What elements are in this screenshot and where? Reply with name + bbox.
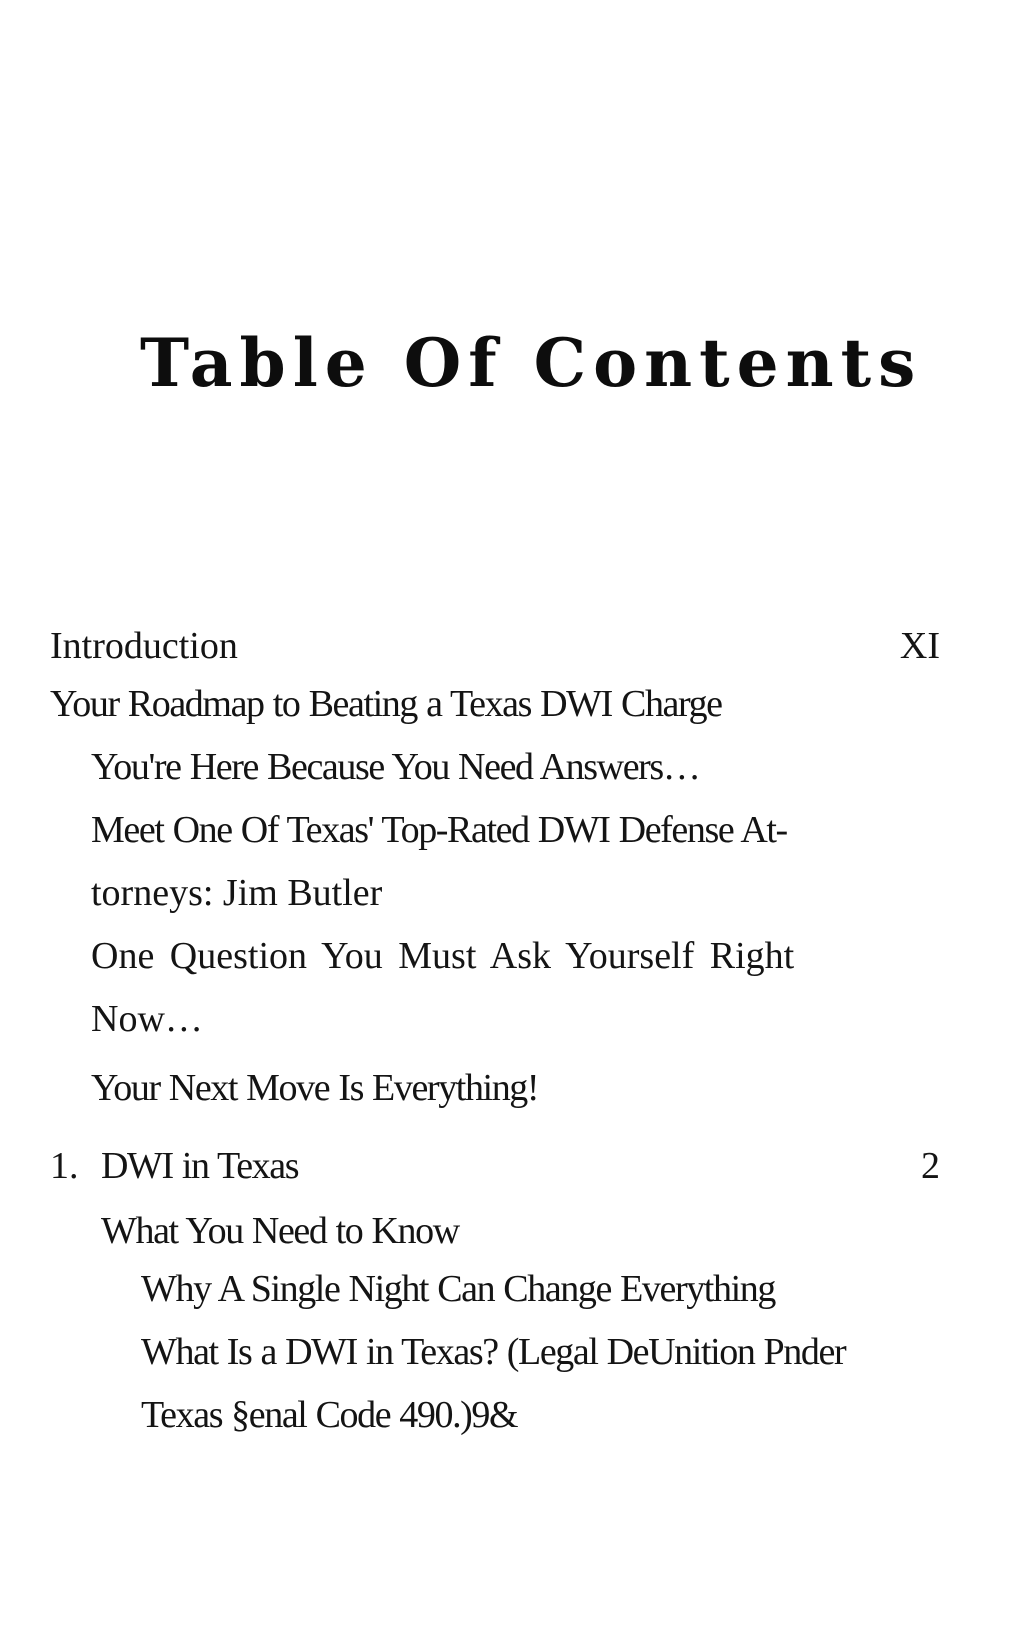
toc-sub-entry[interactable]: Meet One Of Texas' Top-Rated DWI Defense At- [91,809,787,851]
toc-subtitle-introduction: Your Roadmap to Beating a Texas DWI Charge [50,683,722,725]
toc-entry-introduction[interactable]: Introduction [50,625,238,667]
toc-sub-entry[interactable]: What Is a DWI in Texas? (Legal DeUnition Pnder [141,1331,846,1373]
toc-entry-chapter-1[interactable]: DWI in Texas [101,1145,299,1187]
toc-chapter-number: 1. [50,1145,79,1187]
toc-subtitle-chapter-1: What You Need to Know [101,1210,459,1252]
toc-sub-entry-continued[interactable]: torneys: Jim Butler [91,872,383,914]
toc-sub-entry[interactable]: Your Next Move Is Everything! [91,1067,539,1109]
toc-page-chapter-1: 2 [921,1145,940,1187]
toc-sub-entry[interactable]: One Question You Must Ask Yourself Right [91,935,795,977]
page-title: Table Of Contents [140,324,923,402]
toc-sub-entry-continued[interactable]: Now… [91,998,203,1040]
toc-sub-entry-continued[interactable]: Texas §enal Code 490.)9& [141,1394,518,1436]
toc-page-introduction: XI [899,625,940,667]
toc-sub-entry[interactable]: Why A Single Night Can Change Everything [141,1268,775,1310]
toc-sub-entry[interactable]: You're Here Because You Need Answers… [91,746,700,788]
